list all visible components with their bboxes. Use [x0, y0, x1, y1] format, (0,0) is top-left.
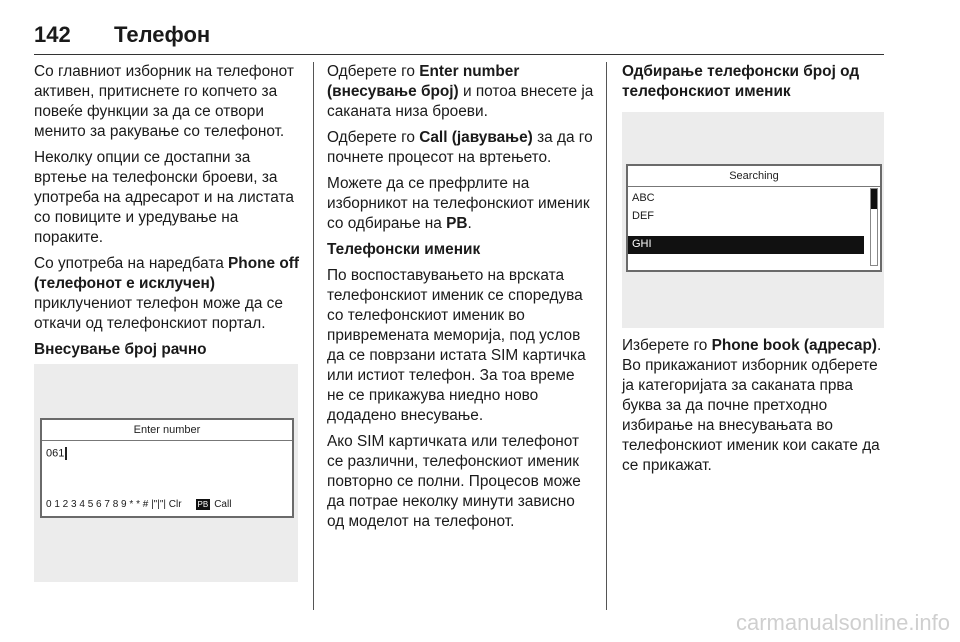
section-heading: Внесување број рачно — [34, 341, 207, 358]
list-item-selected: GHI — [628, 236, 864, 254]
section-heading: Одбирање телефонски број од телефонскиот именик — [622, 63, 860, 100]
section-heading: Телефонски именик — [327, 241, 481, 258]
paragraph: По воспоставувањето на врската телефонскиот именик се споредува со телефонскиот именик во привремената меморија, под услов да се поврзани истата SIM картичка или истиот телефон. За тоа време не се прикажува ниедно ново додадено внесување. — [327, 267, 586, 424]
paragraph: Можете да се префрлите на изборникот на телефонскиот именик со одбирање на PB. — [327, 175, 590, 232]
call-key: Call — [214, 499, 232, 510]
bold-term: Phone off (телефонот е исклучен) — [34, 255, 300, 292]
phonebook-screenshot — [622, 112, 884, 328]
searching-panel — [626, 164, 882, 272]
column-3 — [622, 62, 890, 108]
scroll-thumb — [871, 189, 877, 209]
bold-term: Enter number (внесување број) — [327, 63, 520, 100]
paragraph: Неколку опции се достапни за вртење на телефонски броеви, за употреба на адресарот и на листата со повиците и уредување на пораките. — [34, 149, 294, 246]
paragraph: Изберете го Phone book (адресар). Во прикажаниот изборник одберете ја категоријата за саканата прва буква за да почне претходно избирање на внесувањата во телефонскиот именик кои сакате да се прикажат. — [622, 337, 882, 474]
bold-term: Phone book (адресар) — [711, 337, 877, 354]
page-number: 142 — [34, 22, 71, 47]
paragraph: Со употреба на наредбата Phone off (телефонот е исклучен) приклучениот телефон може да се откачи од телефонскиот портал. — [34, 255, 300, 332]
list-item: DEF — [632, 210, 654, 222]
column-divider — [313, 62, 314, 610]
keypad-keys: 0 1 2 3 4 5 6 7 8 9 * * # |"|"| Clr — [46, 499, 182, 510]
panel-title: Enter number — [42, 420, 292, 441]
column-2 — [327, 62, 595, 538]
list-item: ABC — [632, 192, 655, 204]
number-entry: 061 — [46, 447, 292, 460]
paragraph: Ако SIM картичката или телефонот се различни, телефонскиот именик повторно се полни. Процесов може да потрае неколку минути зависно од моделот на телефонот. — [327, 433, 581, 530]
column-3-lower — [622, 336, 890, 482]
scrollbar — [870, 188, 878, 266]
page-header — [34, 22, 884, 55]
enter-number-panel — [40, 418, 294, 518]
bold-term: PB — [446, 215, 468, 232]
paragraph: Одберете го Call (јавување) за да го почнете процесот на вртењето. — [327, 129, 593, 166]
panel-title: Searching — [628, 166, 880, 187]
category-list — [628, 187, 864, 254]
keypad-row — [46, 499, 286, 510]
column-divider — [606, 62, 607, 610]
bold-term: Call (јавување) — [419, 129, 533, 146]
paragraph: Со главниот изборник на телефонот активен, притиснете го копчето за повеќе функции за да се отвори менито за ракување со телефонот. — [34, 63, 294, 140]
enter-number-screenshot — [34, 364, 298, 582]
text-cursor — [65, 447, 67, 460]
watermark-text: carmanualsonline.info — [735, 610, 950, 635]
paragraph: Одберете го Enter number (внесување број) и потоа внесете ја саканата низа броеви. — [327, 63, 594, 120]
column-1 — [34, 62, 304, 366]
page-title: Телефон — [114, 22, 211, 47]
pb-key: PB — [197, 500, 209, 509]
